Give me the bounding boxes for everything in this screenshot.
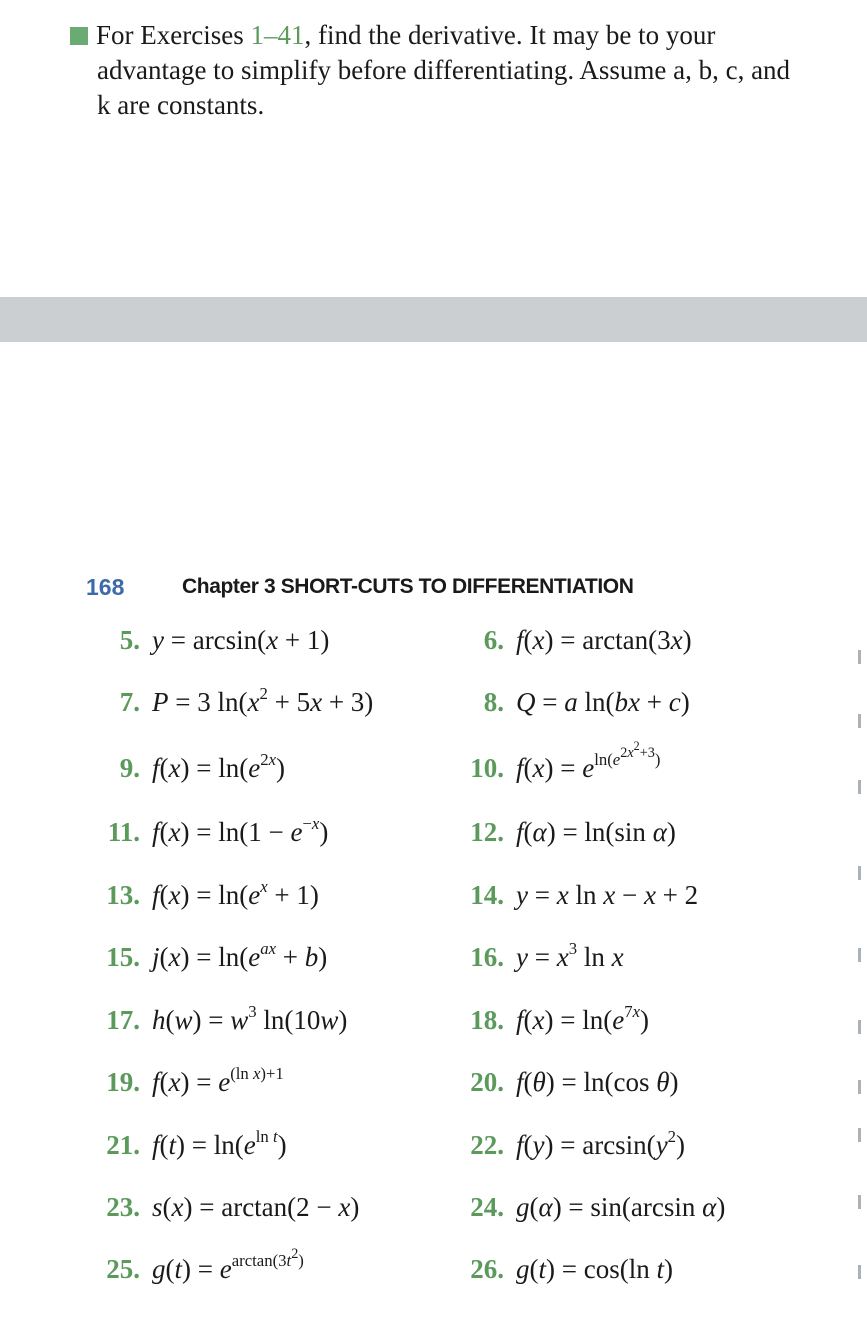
exercise-number: 5. [119,625,140,655]
exercise-expression: P = 3 $\ln(x^2 + 5x + 3)$ [152,684,374,717]
edge-mark [852,714,861,728]
exercise-expression: $j(x) = \ln(e^{ax} + b)$ [152,939,328,972]
exercise-expression: $f(x) = \ln(e^x + 1)$ [152,877,319,910]
exercise-item [88,1125,287,1165]
exercise-item [88,1000,347,1040]
edge-mark [852,1195,861,1209]
exercise-expression: f(α) = ln(sin α) [516,817,676,847]
exercise-number: 14. [470,880,504,910]
exercise-expression: f(x) = arctan(3x) [516,625,692,655]
exercise-expression: $f(y) = \arcsin(y^2)$ [516,1127,686,1160]
exercise-number: 13. [106,880,140,910]
exercise-expression: $f(x) = e^{ln(e^{2x^2+3})}$ [516,739,661,783]
exercise-item [88,620,329,660]
exercise-expression: $g(t) = e^{arctan(3t^2)}$ [152,1246,304,1284]
exercise-number: 12. [470,817,504,847]
exercise-expression: $y = x^3$ ln x [516,939,624,972]
page-header [0,570,867,610]
exercise-expression: s(x) = arctan(2 − x) [152,1192,360,1222]
exercise-number: 15. [106,942,140,972]
exercise-expression: $f(x) = e^{(ln x)+1}$ [152,1064,284,1097]
exercise-item [88,1062,284,1102]
edge-mark [852,650,861,664]
exercise-number: 24. [470,1192,504,1222]
intro-after: , find the derivative. It may be to your advantage to simplify before differentiating. Assume a, b, c, and k are constants. [97,20,791,120]
instructions [70,18,810,123]
exercise-item [88,1246,304,1289]
exercise-number: 19. [106,1067,140,1097]
exercise-item [460,1187,725,1227]
exercise-number: 8. [483,687,504,717]
exercise-number: 23. [106,1192,140,1222]
exercise-expression: g(t) = cos(ln t) [516,1254,673,1284]
exercise-item [460,812,676,852]
exercise-item [460,739,661,788]
exercise-range-link[interactable]: 1–41 [250,20,305,50]
exercise-expression: y = x ln x − x + 2 [516,880,699,910]
exercise-item [460,620,692,660]
intro-before: For Exercises [96,20,251,50]
exercise-number: 17. [106,1005,140,1035]
exercise-number: 20. [470,1067,504,1097]
exercise-number: 25. [106,1254,140,1284]
exercise-expression: $f(x) = \ln(e^{7x})$ [516,1002,650,1035]
exercise-item [460,937,624,977]
exercise-expression: $f(x) = \ln(e^{2x})$ [152,750,286,783]
exercise-item [460,1000,649,1040]
exercise-item [88,682,373,722]
edge-mark [852,1080,861,1094]
exercise-item [88,1187,359,1227]
edge-mark [852,1128,861,1142]
edge-mark [852,1265,861,1279]
exercise-item [88,937,327,977]
exercise-item [88,748,285,788]
exercise-number: 21. [106,1130,140,1160]
exercise-expression: $f(t) = \ln(e^{ln t})$ [152,1127,287,1160]
section-marker-icon [70,27,88,45]
chapter-title: Chapter 3 SHORT-CUTS TO DIFFERENTIATION [182,575,634,598]
exercise-number: 9. [119,753,140,783]
exercise-number: 16. [470,942,504,972]
edge-mark [852,1020,861,1034]
page-break-band [0,297,867,342]
exercise-item [460,1125,685,1165]
exercise-number: 26. [470,1254,504,1284]
exercise-number: 7. [119,687,140,717]
exercise-number: 18. [470,1005,504,1035]
exercise-item [460,1062,679,1102]
exercise-number: 10. [470,753,504,783]
exercise-expression: $f(x) = \ln(1 - e^{-x})$ [152,814,329,847]
exercise-item [460,875,698,915]
exercise-expression: y = arcsin(x + 1) [152,625,330,655]
exercise-expression: g(α) = sin(arcsin α) [516,1192,726,1222]
exercise-number: 22. [470,1130,504,1160]
exercise-number: 6. [483,625,504,655]
exercise-item [88,875,319,915]
edge-mark [852,948,861,962]
exercise-item [88,812,328,852]
exercise-item [460,682,690,722]
edge-mark [852,780,861,794]
exercise-number: 11. [107,817,140,847]
exercise-expression: $h(w) = w^3$ ln(10w) [152,1002,348,1035]
exercise-expression: Q = a ln(bx + c) [516,687,690,717]
page-number: 168 [86,574,125,600]
edge-mark [852,866,861,880]
exercise-item [460,1249,673,1289]
exercise-expression: f(θ) = ln(cos θ) [516,1067,679,1097]
